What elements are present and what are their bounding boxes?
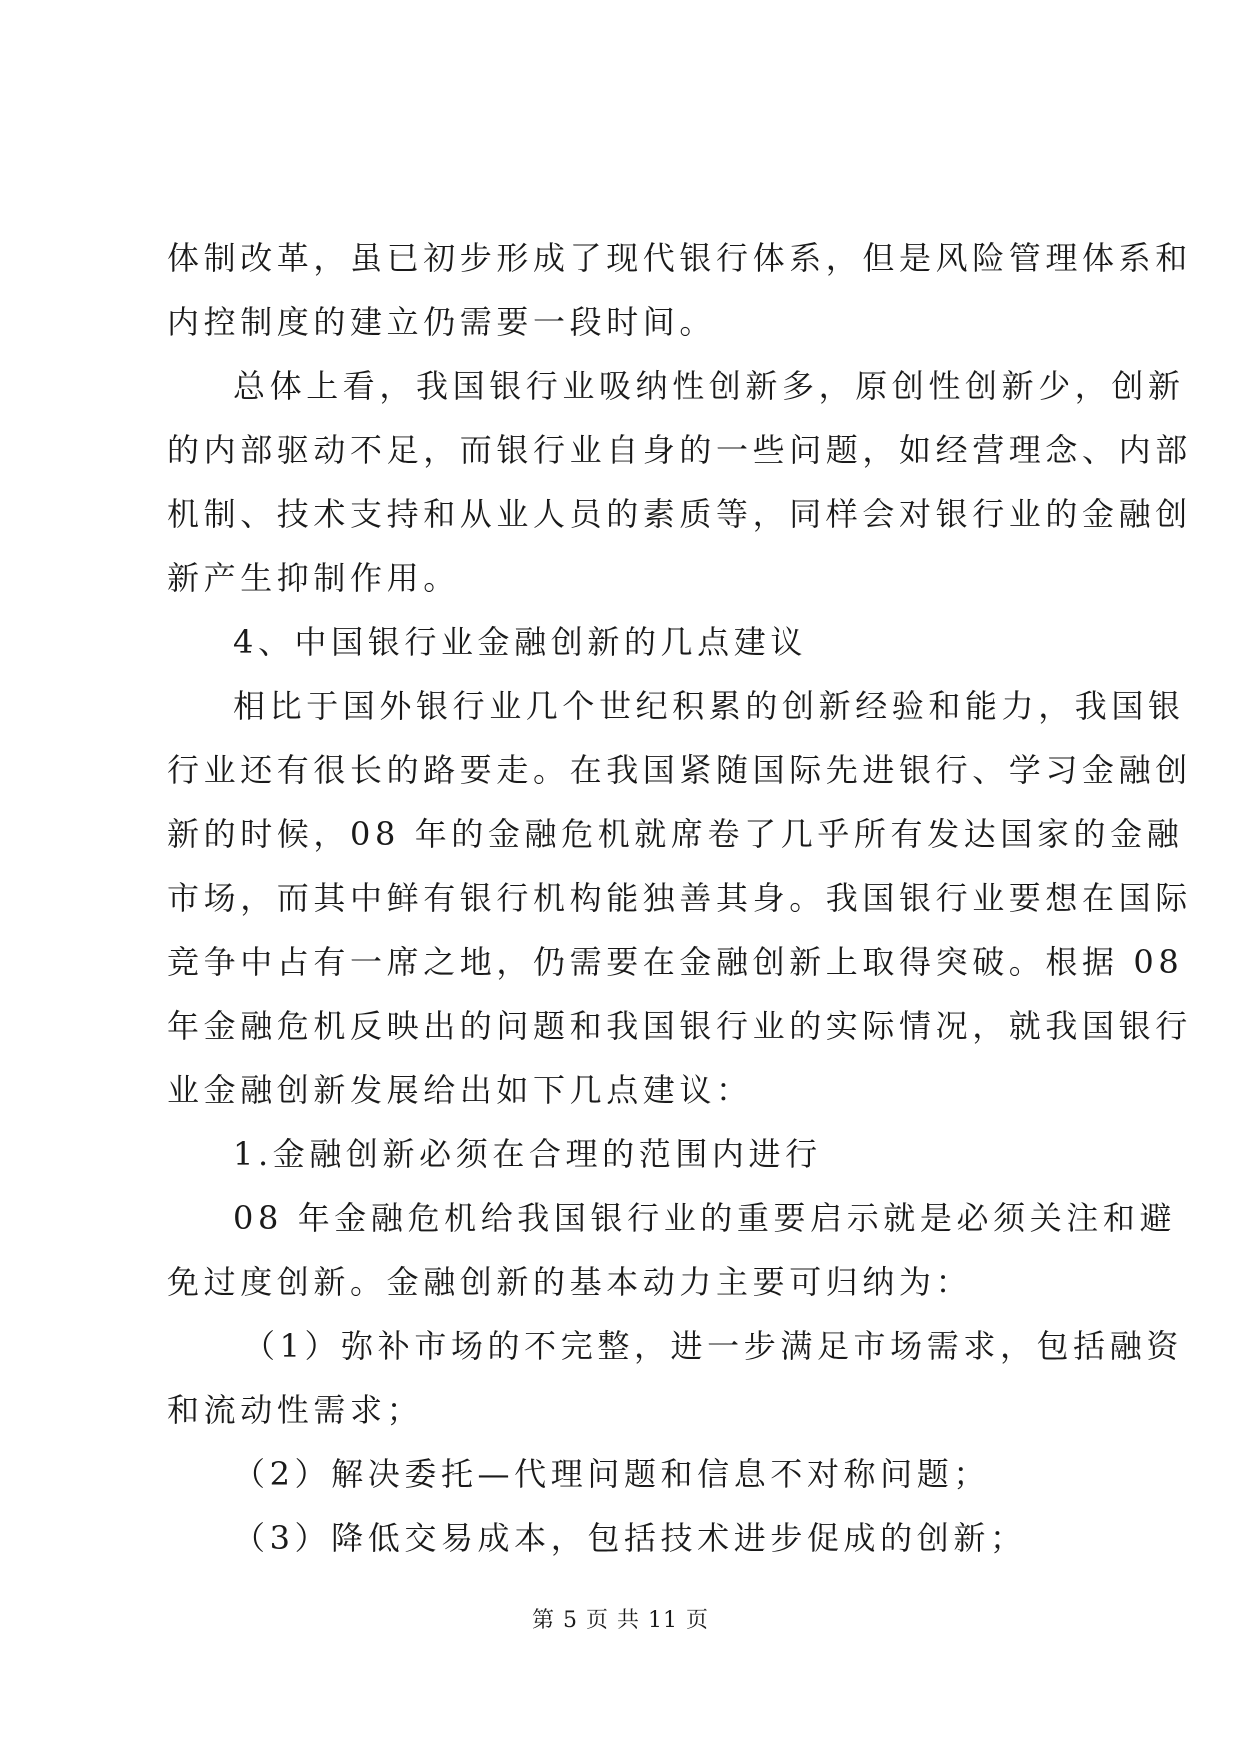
paragraph-start: 相比于国外银行业几个世纪积累的创新经验和能力，我国银 [233,687,1185,725]
text-line: 体制改革，虽已初步形成了现代银行体系，但是风险管理体系和 [167,239,1192,277]
text-line: 年金融危机反映出的问题和我国银行业的实际情况，就我国银行 [167,1007,1192,1045]
body-text [167,226,1192,1570]
text-line: 新的时候，08 年的金融危机就席卷了几乎所有发达国家的金融 [167,815,1184,853]
section-heading: 4、中国银行业金融创新的几点建议 [233,623,807,661]
text-line: 免过度创新。金融创新的基本动力主要可归纳为： [167,1263,973,1301]
text-line: 市场，而其中鲜有银行机构能独善其身。我国银行业要想在国际 [167,879,1192,917]
text-line: 的内部驱动不足，而银行业自身的一些问题，如经营理念、内部 [167,431,1192,469]
paragraph-start: 总体上看，我国银行业吸纳性创新多，原创性创新少，创新 [233,367,1185,405]
subsection-heading: 1.金融创新必须在合理的范围内进行 [233,1135,822,1173]
text-line: 内控制度的建立仍需要一段时间。 [167,303,717,341]
text-line: 竞争中占有一席之地，仍需要在金融创新上取得突破。根据 08 [167,943,1184,981]
text-line: 行业还有很长的路要走。在我国紧随国际先进银行、学习金融创 [167,751,1192,789]
list-item: （3）降低交易成本，包括技术进步促成的创新； [233,1519,1027,1557]
paragraph-start: 08 年金融危机给我国银行业的重要启示就是必须关注和避 [233,1199,1177,1237]
text-line: 业金融创新发展给出如下几点建议： [167,1071,753,1109]
page-footer: 第 5 页 共 11 页 [532,1608,709,1633]
list-item: （2）解决委托—代理问题和信息不对称问题； [233,1455,990,1493]
text-line: 和流动性需求； [167,1391,424,1429]
text-line: 新产生抑制作用。 [167,559,460,597]
text-line: 机制、技术支持和从业人员的素质等，同样会对银行业的金融创 [167,495,1192,533]
list-item: （1）弥补市场的不完整，进一步满足市场需求，包括融资 [243,1327,1183,1365]
